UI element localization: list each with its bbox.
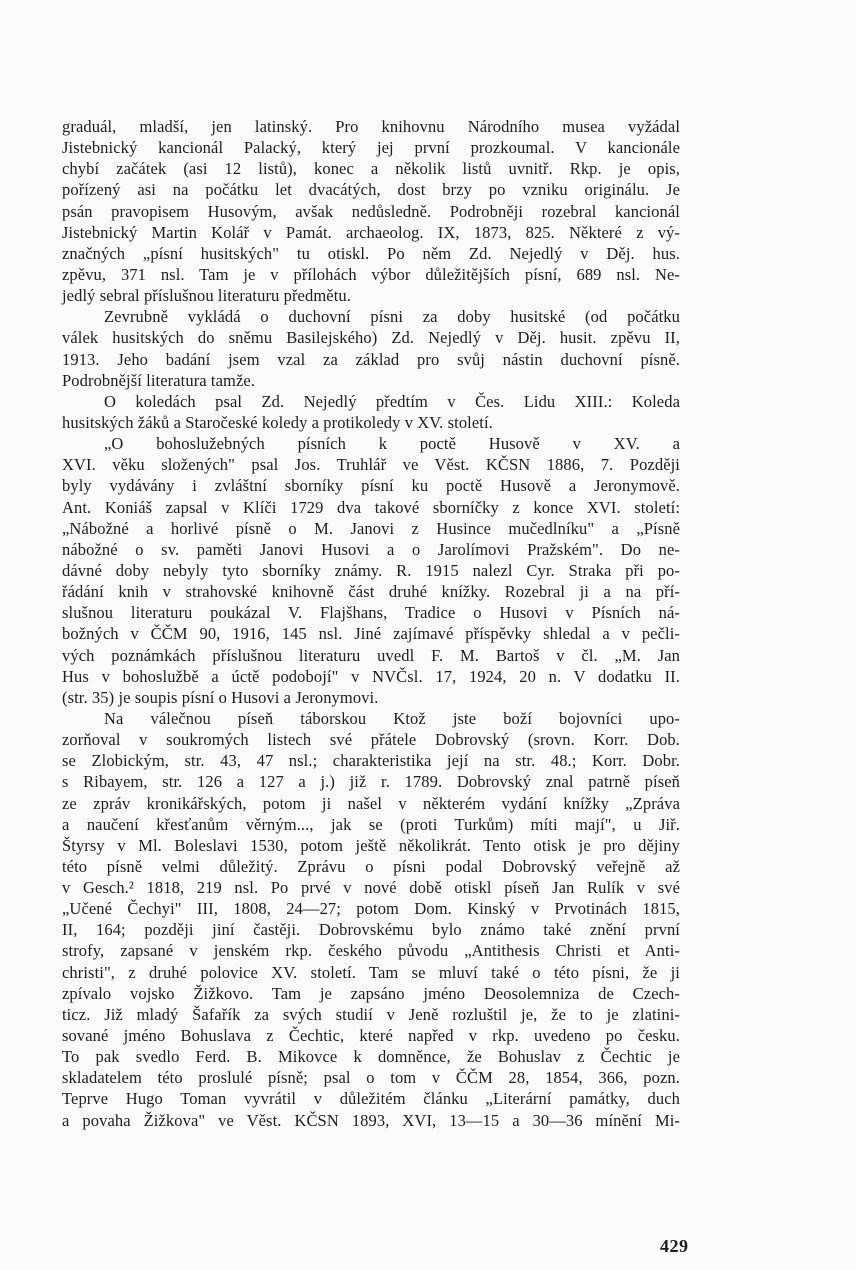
text-line: To pak svedlo Ferd. B. Mikovce k domněnce, že Bohuslav z Čechtic je [62, 1047, 680, 1067]
text-line: značných „písní husitských" tu otiskl. Po něm Zd. Nejedlý v Děj. hus. [62, 243, 680, 263]
text-line: II, 164; později jiní častěji. Dobrovskému bylo známo také znění první [62, 920, 680, 940]
text-line: se Zlobickým, str. 43, 47 nsl.; charakteristika její na str. 48.; Korr. Dobr. [62, 751, 680, 771]
text-line: Na válečnou píseň táborskou Ktož jste boží bojovníci upo- [104, 708, 680, 728]
text-line: Teprve Hugo Toman vyvrátil v důležitém článku „Literární památky, duch [62, 1089, 680, 1109]
text-line: božných v ČČM 90, 1916, 145 nsl. Jiné zajímavé příspěvky shledal a v pečli- [62, 624, 680, 644]
text-line: Zevrubně vykládá o duchovní písni za doby husitské (od počátku [104, 307, 680, 327]
text-line: nábožné o sv. paměti Janovi Husovi a o Jarolímovi Pražském". Do ne- [62, 539, 680, 559]
page-number: 429 [660, 1236, 689, 1256]
text-line: válek husitských do sněmu Basilejského) Zd. Nejedlý v Děj. husit. zpěvu II, [62, 328, 680, 348]
text-line: ticz. Již mladý Šafařík za svých studií v Jeně rozluštil je, že to je zlatini- [62, 1004, 680, 1024]
text-line: „Nábožné a horlivé písně o M. Janovi z Husince mučedlníku" a „Písně [62, 518, 680, 538]
text-line: ze zpráv kronikářských, potom ji našel v některém vydání knížky „Zpráva [62, 793, 680, 813]
text-line: graduál, mladší, jen latinský. Pro knihovnu Národního musea vyžádal [62, 117, 680, 136]
text-line: Jistebnický Martin Kolář v Památ. archaeolog. IX, 1873, 825. Některé z vý- [62, 222, 680, 242]
text-line: zpěvu, 371 nsl. Tam je v přílohách výbor důležitějších písní, 689 nsl. Ne- [62, 264, 680, 284]
text-line: vých poznámkách příslušnou literaturu uvedl F. M. Bartoš v čl. „M. Jan [62, 645, 680, 665]
text-line: v Gesch.² 1818, 219 nsl. Po prvé v nové době otiskl píseň Jan Rulík v své [62, 878, 680, 898]
text-line: sované jméno Bohuslava z Čechtic, které napřed v rkp. uvedeno po česku. [62, 1026, 680, 1046]
text-line: „O bohoslužebných písních k poctě Husově v XV. a [104, 434, 680, 454]
text-line: pořízený asi na počátku let dvacátých, dost brzy po vzniku originálu. Je [62, 180, 680, 200]
text-line: zorňoval v soukromých listech své přátele Dobrovský (srovn. Korr. Dob. [62, 730, 680, 750]
text-line: a naučení křesťanům věrným..., jak se (proti Turkům) míti mají", u Jiř. [62, 814, 680, 834]
text-line: (str. 35) je soupis písní o Husovi a Jeronymovi. [62, 687, 379, 707]
text-line: Podrobnější literatura tamže. [62, 370, 256, 390]
text-line: dávné doby nebyly tyto sborníky známy. R. 1915 nalezl Cyr. Straka při po- [62, 560, 680, 580]
text-line: „Učené Čechyi" III, 1808, 24—27; potom Dom. Kinský v Prvotinách 1815, [62, 899, 680, 919]
text-line: této písně velmi důležitý. Zprávu o písni podal Dobrovský veřejně až [62, 856, 680, 876]
body-text [62, 116, 680, 1131]
text-line: řádání knih v strahovské knihovně část druhé knížky. Rozebral ji a na pří- [62, 582, 680, 602]
text-line: byly vydávány i zvláštní sborníky písní ku poctě Husově a Jeronymově. [62, 476, 680, 496]
text-line: skladatelem této proslulé písně; psal o tom v ČČM 28, 1854, 366, pozn. [62, 1068, 680, 1088]
text-line: Jistebnický kancionál Palacký, který jej první prozkoumal. V kancionále [62, 138, 680, 158]
text-line: husitských žáků a Staročeské koledy a protikoledy v XV. století. [62, 412, 493, 432]
text-line: christi", z druhé polovice XV. století. Tam se mluví také o této písni, že ji [62, 962, 680, 982]
text-line: zpívalo vojsko Žižkovo. Tam je zapsáno jméno Deosolemniza de Czech- [62, 983, 680, 1003]
text-line: Štyrsy v Ml. Boleslavi 1530, potom ještě několikrát. Tento otisk je pro dějiny [62, 835, 680, 855]
text-line: jedlý sebral příslušnou literaturu předmětu. [62, 286, 351, 306]
text-line: 1913. Jeho badání jsem vzal za základ pro svůj nástin duchovní písně. [62, 349, 680, 369]
text-line: O koledách psal Zd. Nejedlý předtím v Čes. Lidu XIII.: Koleda [104, 391, 680, 411]
text-line: s Ribayem, str. 126 a 127 a j.) již r. 1789. Dobrovský znal patrně píseň [62, 772, 680, 792]
text-line: a povaha Žižkova" ve Věst. KČSN 1893, XVI, 13—15 a 30—36 mínění Mi- [62, 1110, 680, 1130]
text-line: XVI. věku složených" psal Jos. Truhlář ve Věst. KČSN 1886, 7. Později [62, 455, 680, 475]
text-line: chybí začátek (asi 12 listů), konec a několik listů uvnitř. Rkp. je opis, [62, 159, 680, 179]
text-line: psán pravopisem Husovým, avšak nedůsledně. Podrobněji rozebral kancionál [62, 201, 680, 221]
text-line: strofy, zapsané v jenském rkp. českého původu „Antithesis Christi et Anti- [62, 941, 680, 961]
text-line: Ant. Koniáš zapsal v Klíči 1729 dva takové sborníčky z konce XVI. století: [62, 497, 680, 517]
text-line: slušnou literaturu poukázal V. Flajšhans, Tradice o Husovi v Písních ná- [62, 603, 680, 623]
text-line: Hus v bohoslužbě a úctě podobojí" v NVČsl. 17, 1924, 20 n. V dodatku II. [62, 666, 680, 686]
